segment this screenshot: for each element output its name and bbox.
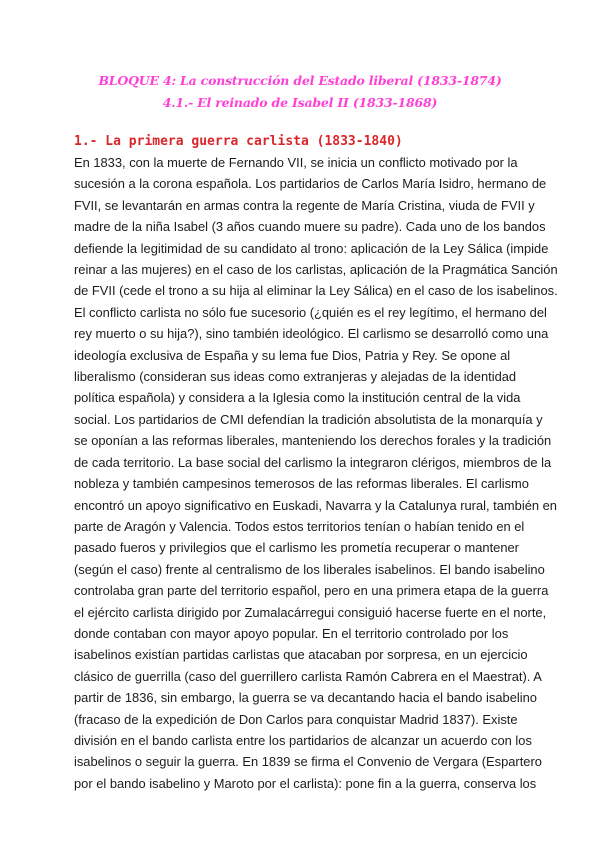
paragraph-line: sucesión a la corona española. Los partidarios de Carlos María Isidro, hermano de	[74, 176, 547, 192]
paragraph-line: FVII, se levantarán en armas contra la regente de María Cristina, viuda de FVII y	[74, 197, 535, 213]
paragraph-line: isabelinos existían partidas carlistas que atacaban por sorpresa, en un ejercicio	[74, 647, 528, 663]
paragraph-line: liberalismo (consideran sus ideas como extranjeras y alejadas de la identidad	[74, 369, 517, 385]
paragraph-line: (fracaso de la expedición de Don Carlos para conquistar Madrid 1837). Existe	[74, 711, 518, 727]
block-title: BLOQUE 4: La construcción del Estado liberal (1833-1874)	[98, 73, 502, 88]
paragraph-line: reinar a las mujeres) en el caso de los carlistas, aplicación de la Pragmática Sanción	[74, 262, 558, 278]
paragraph-line: de cada territorio. La base social del carlismo la integraron clérigos, miembros de la	[74, 454, 552, 470]
paragraph-line: nobleza y también campesinos temerosos de las reformas liberales. El carlismo	[74, 476, 529, 492]
chapter-subtitle: 4.1.- El reinado de Isabel II (1833-1868)	[162, 95, 438, 110]
paragraph-line: madre de la niña Isabel (3 años cuando muere su padre). Cada uno de los bandos	[74, 219, 546, 235]
paragraph-line: de FVII (cede el trono a su hija al eliminar la Ley Sálica) en el caso de los isabelinos.	[74, 283, 558, 299]
paragraph-line: política española) y considera a la Iglesia como la institución central de la vida	[74, 390, 521, 406]
paragraph-line: por el bando isabelino y Maroto por el carlista): pone fin a la guerra, conserva los	[74, 775, 537, 791]
title-block	[0, 70, 600, 114]
paragraph-line: partir de 1836, sin embargo, la guerra se va decantando hacia el bando isabelino	[74, 690, 537, 706]
paragraph-line: En 1833, con la muerte de Fernando VII, se inicia un conflicto motivado por la	[74, 155, 518, 170]
paragraph-line: defiende la legitimidad de su candidato al trono: aplicación de la Ley Sálica (impide	[74, 240, 549, 256]
paragraph-line: clásico de guerrilla (caso del guerrillero carlista Ramón Cabrera en el Maestrat). A	[74, 668, 542, 684]
paragraph-line: división en el bando carlista entre los partidarios de alcanzar un acuerdo con los	[74, 732, 532, 748]
paragraph-line: se oponían a las reformas liberales, manteniendo los derechos forales y la tradición	[74, 433, 552, 449]
paragraph-line: (según el caso) frente al centralismo de los liberales isabelinos. El bando isabelino	[74, 561, 545, 577]
paragraph-line: pasado fueros y privilegios que el carlismo les prometía recuperar o mantener	[74, 540, 519, 556]
paragraph-line: el ejército carlista dirigido por Zumalacárregui consiguió hacerse fuerte en el norte,	[74, 604, 547, 620]
paragraph-line: controlaba gran parte del territorio español, pero en una primera etapa de la guerra	[74, 583, 549, 599]
paragraph-line: ideología exclusiva de España y su lema fue Dios, Patria y Rey. Se opone al	[74, 347, 511, 363]
paragraph-line: isabelinos o seguir la guerra. En 1839 se firma el Convenio de Vergara (Espartero	[74, 754, 542, 770]
paragraph-line: El conflicto carlista no sólo fue sucesorio (¿quién es el rey legítimo, el hermano del	[74, 304, 547, 320]
section-body-paragraph	[74, 152, 558, 794]
paragraph-line: parte de Aragón y Valencia. Todos estos territorios tenían o habían tenido en el	[74, 518, 525, 534]
paragraph-line: social. Los partidarios de CMI defendían la tradición absolutista de la monarquía y	[74, 411, 543, 427]
section-heading: 1.- La primera guerra carlista (1833-1840)	[74, 134, 403, 149]
paragraph-line: encontró un apoyo significativo en Euskadi, Navarra y la Catalunya rural, también en	[74, 497, 557, 513]
paragraph-line: donde contaban con mayor apoyo popular. En el territorio controlado por los	[74, 625, 509, 641]
paragraph-line: rey muerto o su hija?), sino también ideológico. El carlismo se desarrolló como una	[74, 326, 549, 342]
